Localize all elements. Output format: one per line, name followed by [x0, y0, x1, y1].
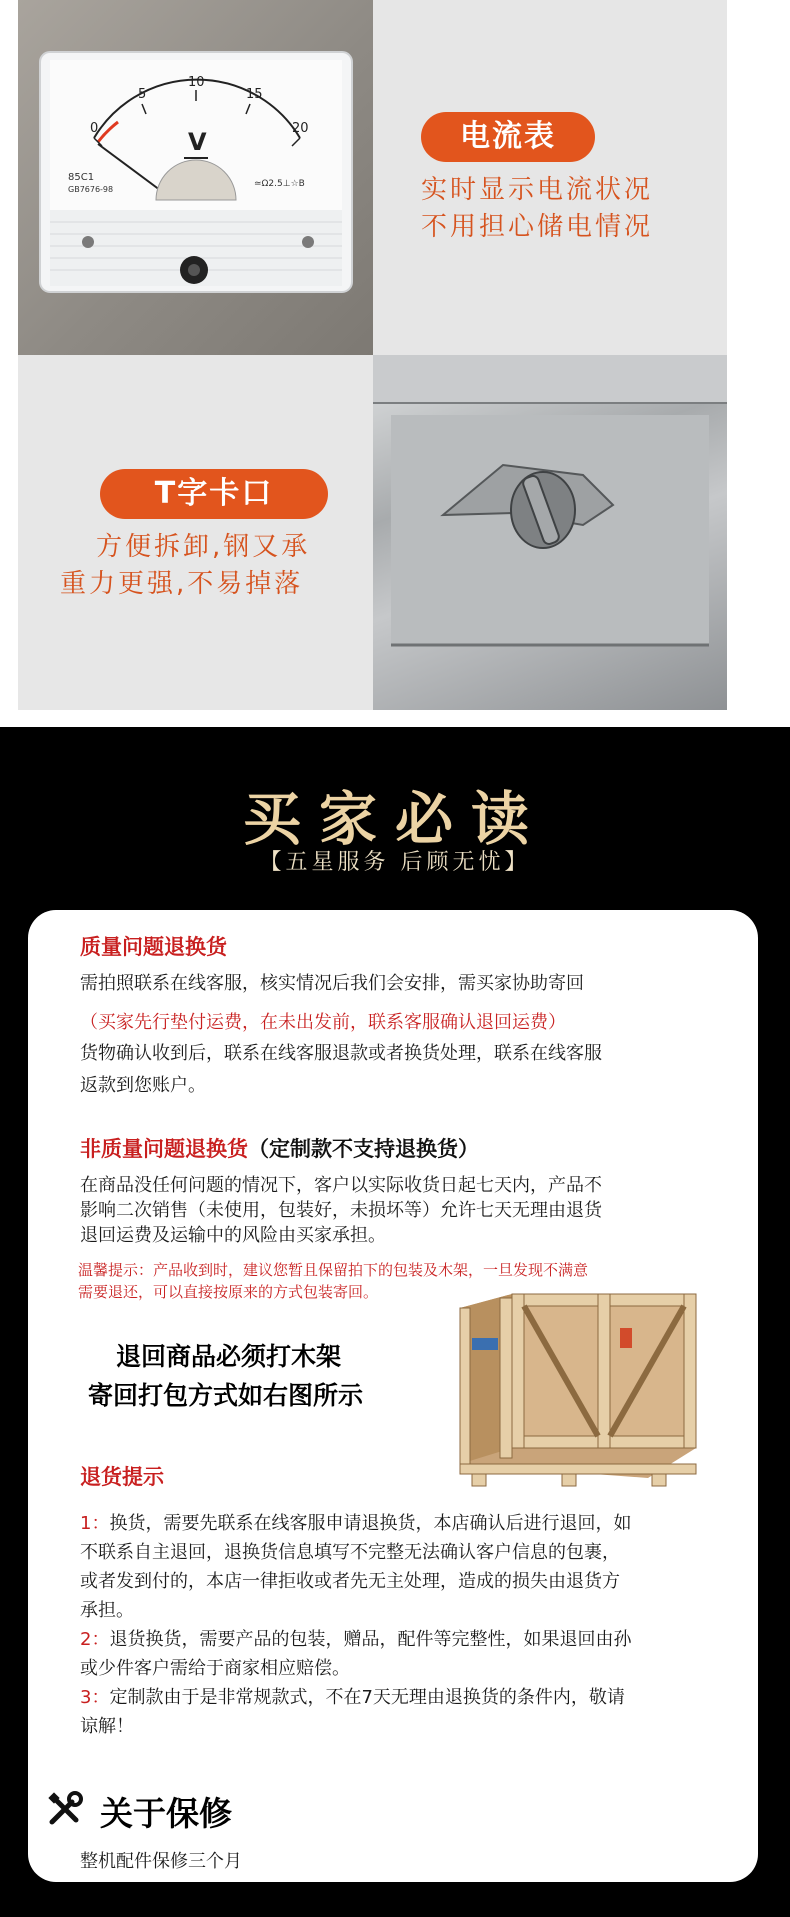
- nonquality-line3: 退回运费及运输中的风险由买家承担。: [80, 1225, 386, 1246]
- nonquality-section-title: [80, 1133, 479, 1163]
- returns-item2-number: 2：: [80, 1629, 110, 1650]
- returns-item2-line1: [80, 1625, 631, 1654]
- quality-line2: （买家先行垫付运费，在未出发前，联系客服确认退回运费）: [80, 1012, 566, 1033]
- ammeter-photo: [18, 0, 373, 355]
- quality-line1: 需拍照联系在线客服，核实情况后我们会安排，需买家协助寄回: [80, 973, 584, 994]
- quality-line4: 返款到您账户。: [80, 1075, 206, 1096]
- quality-line3: 货物确认收到后，联系在线客服退款或者换货处理，联系在线客服: [80, 1043, 602, 1064]
- feature-grid: [18, 0, 727, 710]
- returns-item1-line3: 或者发到付的，本店一律拒收或者先无主处理，造成的损失由退货方: [80, 1571, 620, 1592]
- nonquality-title: 非质量问题退换货: [80, 1137, 248, 1161]
- meter-standard: GB7676-98: [68, 185, 114, 194]
- ammeter-illustration: [18, 0, 373, 355]
- nonquality-line1: 在商品没任何问题的情况下，客户以实际收货日起七天内，产品不: [80, 1175, 602, 1196]
- returns-item1-text1: 换货，需要先联系在线客服申请退换货，本店确认后进行退回，如: [109, 1513, 632, 1534]
- scale-10: 10: [188, 75, 205, 90]
- returns-item3-text1: 定制款由于是非常规款式，不在7天无理由退换货的条件内，敬请: [109, 1687, 625, 1708]
- returns-item3-line2: 谅解！: [80, 1716, 134, 1737]
- returns-item3-number: 3：: [80, 1687, 110, 1708]
- clip-photo: [373, 355, 727, 710]
- returns-item2-line2: 或少件客户需给于商家相应赔偿。: [80, 1658, 350, 1679]
- t-clip-illustration: [373, 355, 727, 710]
- scale-0: 0: [90, 121, 99, 136]
- tip-line1: 温馨提示：产品收到时，建议您暂且保留拍下的包装及木架，一旦发现不满意: [78, 1261, 589, 1279]
- scale-20: 20: [292, 121, 309, 136]
- warranty-text: 整机配件保修三个月: [80, 1851, 242, 1872]
- meter-unit: V: [188, 128, 207, 156]
- wrench-screwdriver-icon: [46, 1790, 86, 1830]
- scale-5: 5: [138, 87, 147, 102]
- ammeter-feature: [373, 0, 727, 355]
- meter-model: 85C1: [68, 172, 95, 183]
- clip-feature: [18, 355, 373, 710]
- notice-subtitle: 【五星服务 后顾无忧】: [259, 850, 531, 875]
- ammeter-desc-line2: 不用担心储电情况: [421, 212, 654, 242]
- returns-item1-number: 1：: [80, 1513, 110, 1534]
- clip-badge: T字卡口: [100, 469, 328, 519]
- returns-item1-line2: 不联系自主退回，退换货信息填写不完整无法确认客户信息的包裹，: [80, 1542, 620, 1563]
- warranty-title: 关于保修: [100, 1794, 232, 1833]
- ammeter-desc-line1: 实时显示电流状况: [421, 175, 654, 205]
- returns-item1-line1: [80, 1509, 631, 1538]
- scale-15: 15: [246, 87, 263, 102]
- returns-item1-line4: 承担。: [80, 1600, 134, 1621]
- nonquality-line2: 影响二次销售（未使用，包装好，未损坏等）允许七天无理由退货: [80, 1200, 602, 1221]
- returns-item2-text1: 退货换货，需要产品的包装，赠品，配件等完整性，如果退回由孙: [109, 1629, 632, 1650]
- wooden-crate-image: [452, 1288, 704, 1488]
- returns-section-title: 退货提示: [80, 1465, 164, 1489]
- meter-spec: ≃Ω2.5⊥☆B: [254, 179, 305, 189]
- packing-line2: 寄回打包方式如右图所示: [88, 1381, 364, 1410]
- tip-line2: 需要退还，可以直接按原来的方式包装寄回。: [78, 1283, 379, 1301]
- clip-desc-line1: 方便拆卸,钢又承: [96, 532, 311, 562]
- notice-title: 买家必读: [242, 785, 547, 853]
- ammeter-badge: 电流表: [421, 112, 595, 162]
- clip-desc-line2: 重力更强,不易掉落: [60, 569, 304, 599]
- crate-illustration: [452, 1288, 704, 1488]
- nonquality-title-note: （定制款不支持退换货）: [248, 1137, 479, 1161]
- quality-section-title: 质量问题退换货: [80, 935, 227, 959]
- returns-item3-line1: [80, 1683, 625, 1712]
- packing-line1: 退回商品必须打木架: [116, 1342, 342, 1371]
